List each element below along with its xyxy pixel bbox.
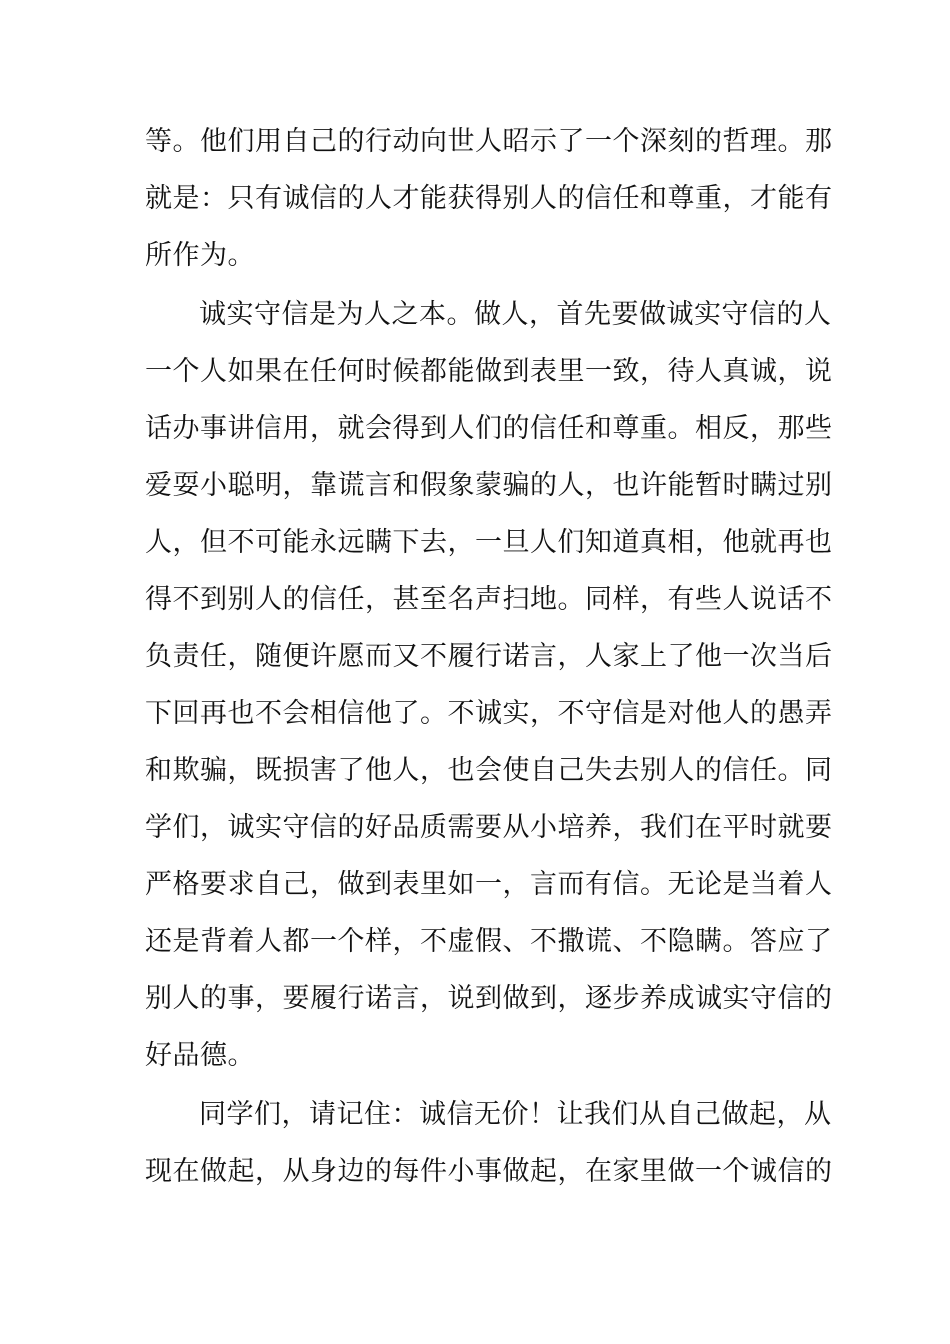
- text-line: 还是背着人都一个样，不虚假、不撒谎、不隐瞒。答应了: [145, 926, 833, 957]
- text-line: 和欺骗，既损害了他人，也会使自己失去别人的信任。同: [145, 755, 833, 786]
- text-line: 诚实守信是为人之本。做人，首先要做诚实守信的人: [199, 299, 832, 330]
- text-line: 话办事讲信用，就会得到人们的信任和尊重。相反，那些: [145, 413, 833, 444]
- text-line: 所作为。: [145, 240, 255, 271]
- text-line: 别人的事，要履行诺言，说到做到，逐步养成诚实守信的: [145, 983, 833, 1014]
- text-line: 等。他们用自己的行动向世人昭示了一个深刻的哲理。那: [145, 126, 833, 157]
- text-line: 爱耍小聪明，靠谎言和假象蒙骗的人，也许能暂时瞒过别: [145, 470, 833, 501]
- text-line: 人，但不可能永远瞒下去，一旦人们知道真相，他就再也: [145, 527, 833, 558]
- text-line: 同学们，请记住：诚信无价！让我们从自己做起，从: [199, 1099, 832, 1130]
- text-line: 就是：只有诚信的人才能获得别人的信任和尊重，才能有: [145, 183, 833, 214]
- text-line: 负责任，随便许愿而又不履行诺言，人家上了他一次当后: [145, 641, 833, 672]
- text-line: 下回再也不会相信他了。不诚实，不守信是对他人的愚弄: [145, 698, 833, 729]
- text-line: 一个人如果在任何时候都能做到表里一致，待人真诚，说: [145, 356, 833, 387]
- text-line: 好品德。: [145, 1040, 255, 1071]
- text-line: 严格要求自己，做到表里如一，言而有信。无论是当着人: [145, 869, 833, 900]
- text-line: 学们，诚实守信的好品质需要从小培养，我们在平时就要: [145, 812, 833, 843]
- text-line: 现在做起，从身边的每件小事做起，在家里做一个诚信的: [145, 1156, 833, 1187]
- text-line: 得不到别人的信任，甚至名声扫地。同样，有些人说话不: [145, 584, 833, 615]
